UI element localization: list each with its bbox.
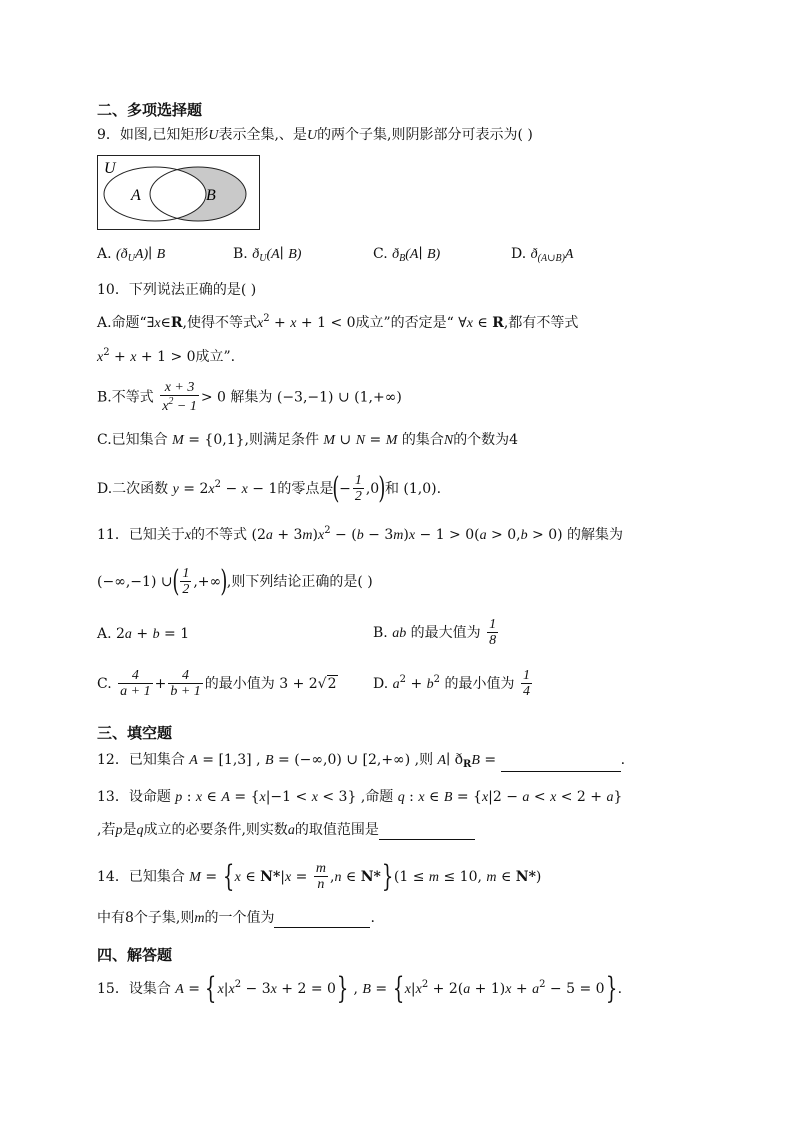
q10-option-c[interactable]: C.已知集合 M = {0,1},则满足条件 M ∪ N = M 的集合N的个数为4 bbox=[97, 432, 519, 448]
q13-answer-blank[interactable] bbox=[379, 839, 475, 840]
label-b: B bbox=[206, 187, 216, 204]
label-a: A bbox=[131, 187, 141, 204]
q11-option-c[interactable]: C. $\frac{4}{a + 1}$ + $\frac{4}{b + 1}$ 的最小值为 3 + 2√2 bbox=[97, 668, 337, 700]
section-title-multiple-choice: 二、多项选择题 bbox=[97, 101, 203, 119]
q9-option-b[interactable]: B. $ð_U(A∣$ B) bbox=[233, 246, 302, 264]
question-14-line1: 14．已知集合 M = {x ∈ N*|x = $\frac{m}{n}$ ,n ∈ N*}(1 ≤ m ≤ 10, m ∈ N*) bbox=[97, 859, 542, 894]
question-12: 12．已知集合 A = [1,3] , B = (−∞,0) ∪ [2,+∞) ,则 A∣ $ð_RB$ = . bbox=[97, 752, 626, 770]
q11-option-b[interactable]: B. ab 的最大值为 $\frac{1}{8}$ bbox=[373, 617, 497, 649]
section-title-fill-in: 三、填空题 bbox=[97, 724, 173, 742]
question-9-stem: 9．如图,已知矩形U表示全集,、是U的两个子集,则阴影部分可表示为( ) bbox=[97, 127, 533, 143]
q12-answer-blank[interactable] bbox=[501, 771, 621, 772]
q14-answer-blank[interactable] bbox=[274, 927, 370, 928]
q9-option-d[interactable]: D. $ð_{(A\cup B)}A$ bbox=[511, 246, 574, 264]
q10-option-b[interactable]: B.不等式 $\frac{x + 3}{x^2 - 1}$ > 0 解集为 (−3,−1) ∪ (1,+∞) bbox=[97, 380, 402, 415]
question-13-line1: 13．设命题 p : x ∈ A = {x|−1 < x < 3} ,命题 q : x ∈ B = {x|2 − a < x < 2 + a} bbox=[97, 789, 623, 805]
q11-option-a[interactable]: A. 2a + b = 1 bbox=[97, 626, 190, 642]
q10-option-a-line2: $x^2 + x + 1 > 0$成立”. bbox=[97, 347, 236, 365]
q11-option-d[interactable]: D. $a^2 + b^2$ 的最小值为 $\frac{1}{4}$ bbox=[373, 668, 530, 700]
question-10-stem: 10．下列说法正确的是( ) bbox=[97, 282, 257, 298]
venn-diagram bbox=[97, 155, 260, 230]
q9-option-a[interactable]: A. $(ð_UA)∣$ B bbox=[97, 246, 166, 264]
question-13-line2: ,若p是q成立的必要条件,则实数a的取值范围是 bbox=[97, 822, 475, 840]
q9-option-c[interactable]: C. $ð_B(A∣$ B) bbox=[373, 246, 441, 264]
question-14-line2: 中有8个子集,则m的一个值为 . bbox=[97, 910, 375, 926]
q10-option-a-line1[interactable]: A.命题“∃x∈R,使得不等式$x^2 + x + 1 < 0$成立”的否定是“ ∀x ∈ R,都有不等式 bbox=[97, 313, 579, 331]
section-title-solution: 四、解答题 bbox=[97, 946, 173, 964]
question-11-stem-line2: (−∞,−1) ∪( $\frac{1}{2}$ ,+∞),则下列结论正确的是( ) bbox=[97, 564, 373, 599]
question-15: 15．设集合 $A = \{x|x^2 - 3x + 2 = 0\}$ , $B = \{x|x^2 + 2(a + 1)x + a^2 - 5 = 0\}$. bbox=[97, 971, 623, 1006]
q10-option-d[interactable]: D.二次函数 $y = 2x^2 - x - 1$的零点是(− $\frac{1}{2}$ ,0)和 (1,0). bbox=[97, 471, 442, 506]
question-11-stem-line1: 11．已知关于x的不等式 $(2a + 3m)x^2 - (b - 3m)x - 1 > 0(a > 0,b > 0)$ 的解集为 bbox=[97, 525, 624, 543]
label-u: U bbox=[104, 160, 116, 177]
